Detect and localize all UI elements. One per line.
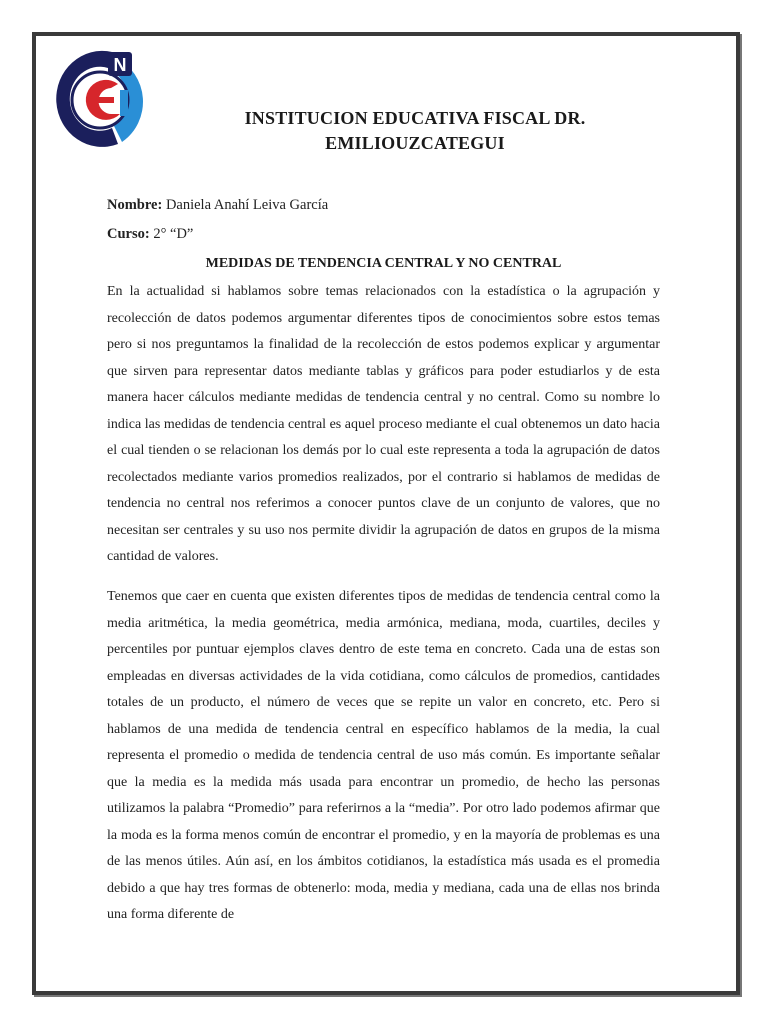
name-label: Nombre: [107,197,163,213]
course-label: Curso: [107,226,150,242]
school-title-line-2: EMILIOUZCATEGUI [325,133,505,153]
paragraph-1: En la actualidad si hablamos sobre temas relacionados con la estadística o la agrupación y recolección de datos podemos argumentar diferentes tipos de conocimientos sobre estos temas pero si nos preguntamos la finalidad de la recolección de estos podemos explicar y argumentar que sirven para representar datos mediante tablas y gráficos para poder estudiarlos y de esta manera hacer cálculos mediante medidas de tendencia central y no central. Como su nombre lo indica las medidas de tendencia central es aquel proceso mediante el cual obtenemos un dato hacia el cual tienden o se relacionan los demás por lo cual este representa a toda la agrupación de datos recolectados mediante varios promedios realizados, por el contrario si hablamos de medidas de tendencia no central nos referimos a conocer puntos clave de un conjunto de valores, que no necesitan ser centrales y su uso nos permite dividir la agrupación de datos en grupos de la misma cantidad de valores. [107,284,660,564]
student-course-line [107,226,193,243]
school-logo [48,44,152,152]
course-value: 2° “D” [149,226,194,242]
document-heading: MEDIDAS DE TENDENCIA CENTRAL Y NO CENTRAL [205,256,562,271]
logo-letter-n: N [113,55,127,75]
school-title-line-1: INSTITUCION EDUCATIVA FISCAL DR. [244,108,586,128]
name-value: Daniela Anahí Leiva García [162,197,329,213]
student-name-line [107,197,328,214]
paragraph-2: Tenemos que caer en cuenta que existen diferentes tipos de medidas de tendencia central como la media aritmética, la media geométrica, media armónica, mediana, moda, cuartiles, deciles y percentiles por puntuar ejemplos claves dentro de este tema en concreto. Cada una de estas son empleadas en diversas actividades de la vida cotidiana, como cálculos de promedios, cantidades totales de un producto, el número de veces que se repite un valor en concreto, etc. Pero si hablamos de una medida de tendencia central en específico hablamos de la media, la cual representa el promedio o medida de tendencia central de uso más común. Es importante señalar que la media es la medida más usada para encontrar un promedio, de hecho las personas utilizamos la palabra “Promedio” para referirnos a la “media”. Por otro lado podemos afirmar que la moda es la forma menos común de encontrar el promedio, y en la mayoría de problemas es una de las menos útiles. Aún así, en los ámbitos cotidianos, la estadística más usada es el promedia debido a que hay tres formas de obtenerlo: moda, media y mediana, cada una de ellas nos brinda una forma diferente de [107,589,660,922]
school-title [160,106,670,156]
